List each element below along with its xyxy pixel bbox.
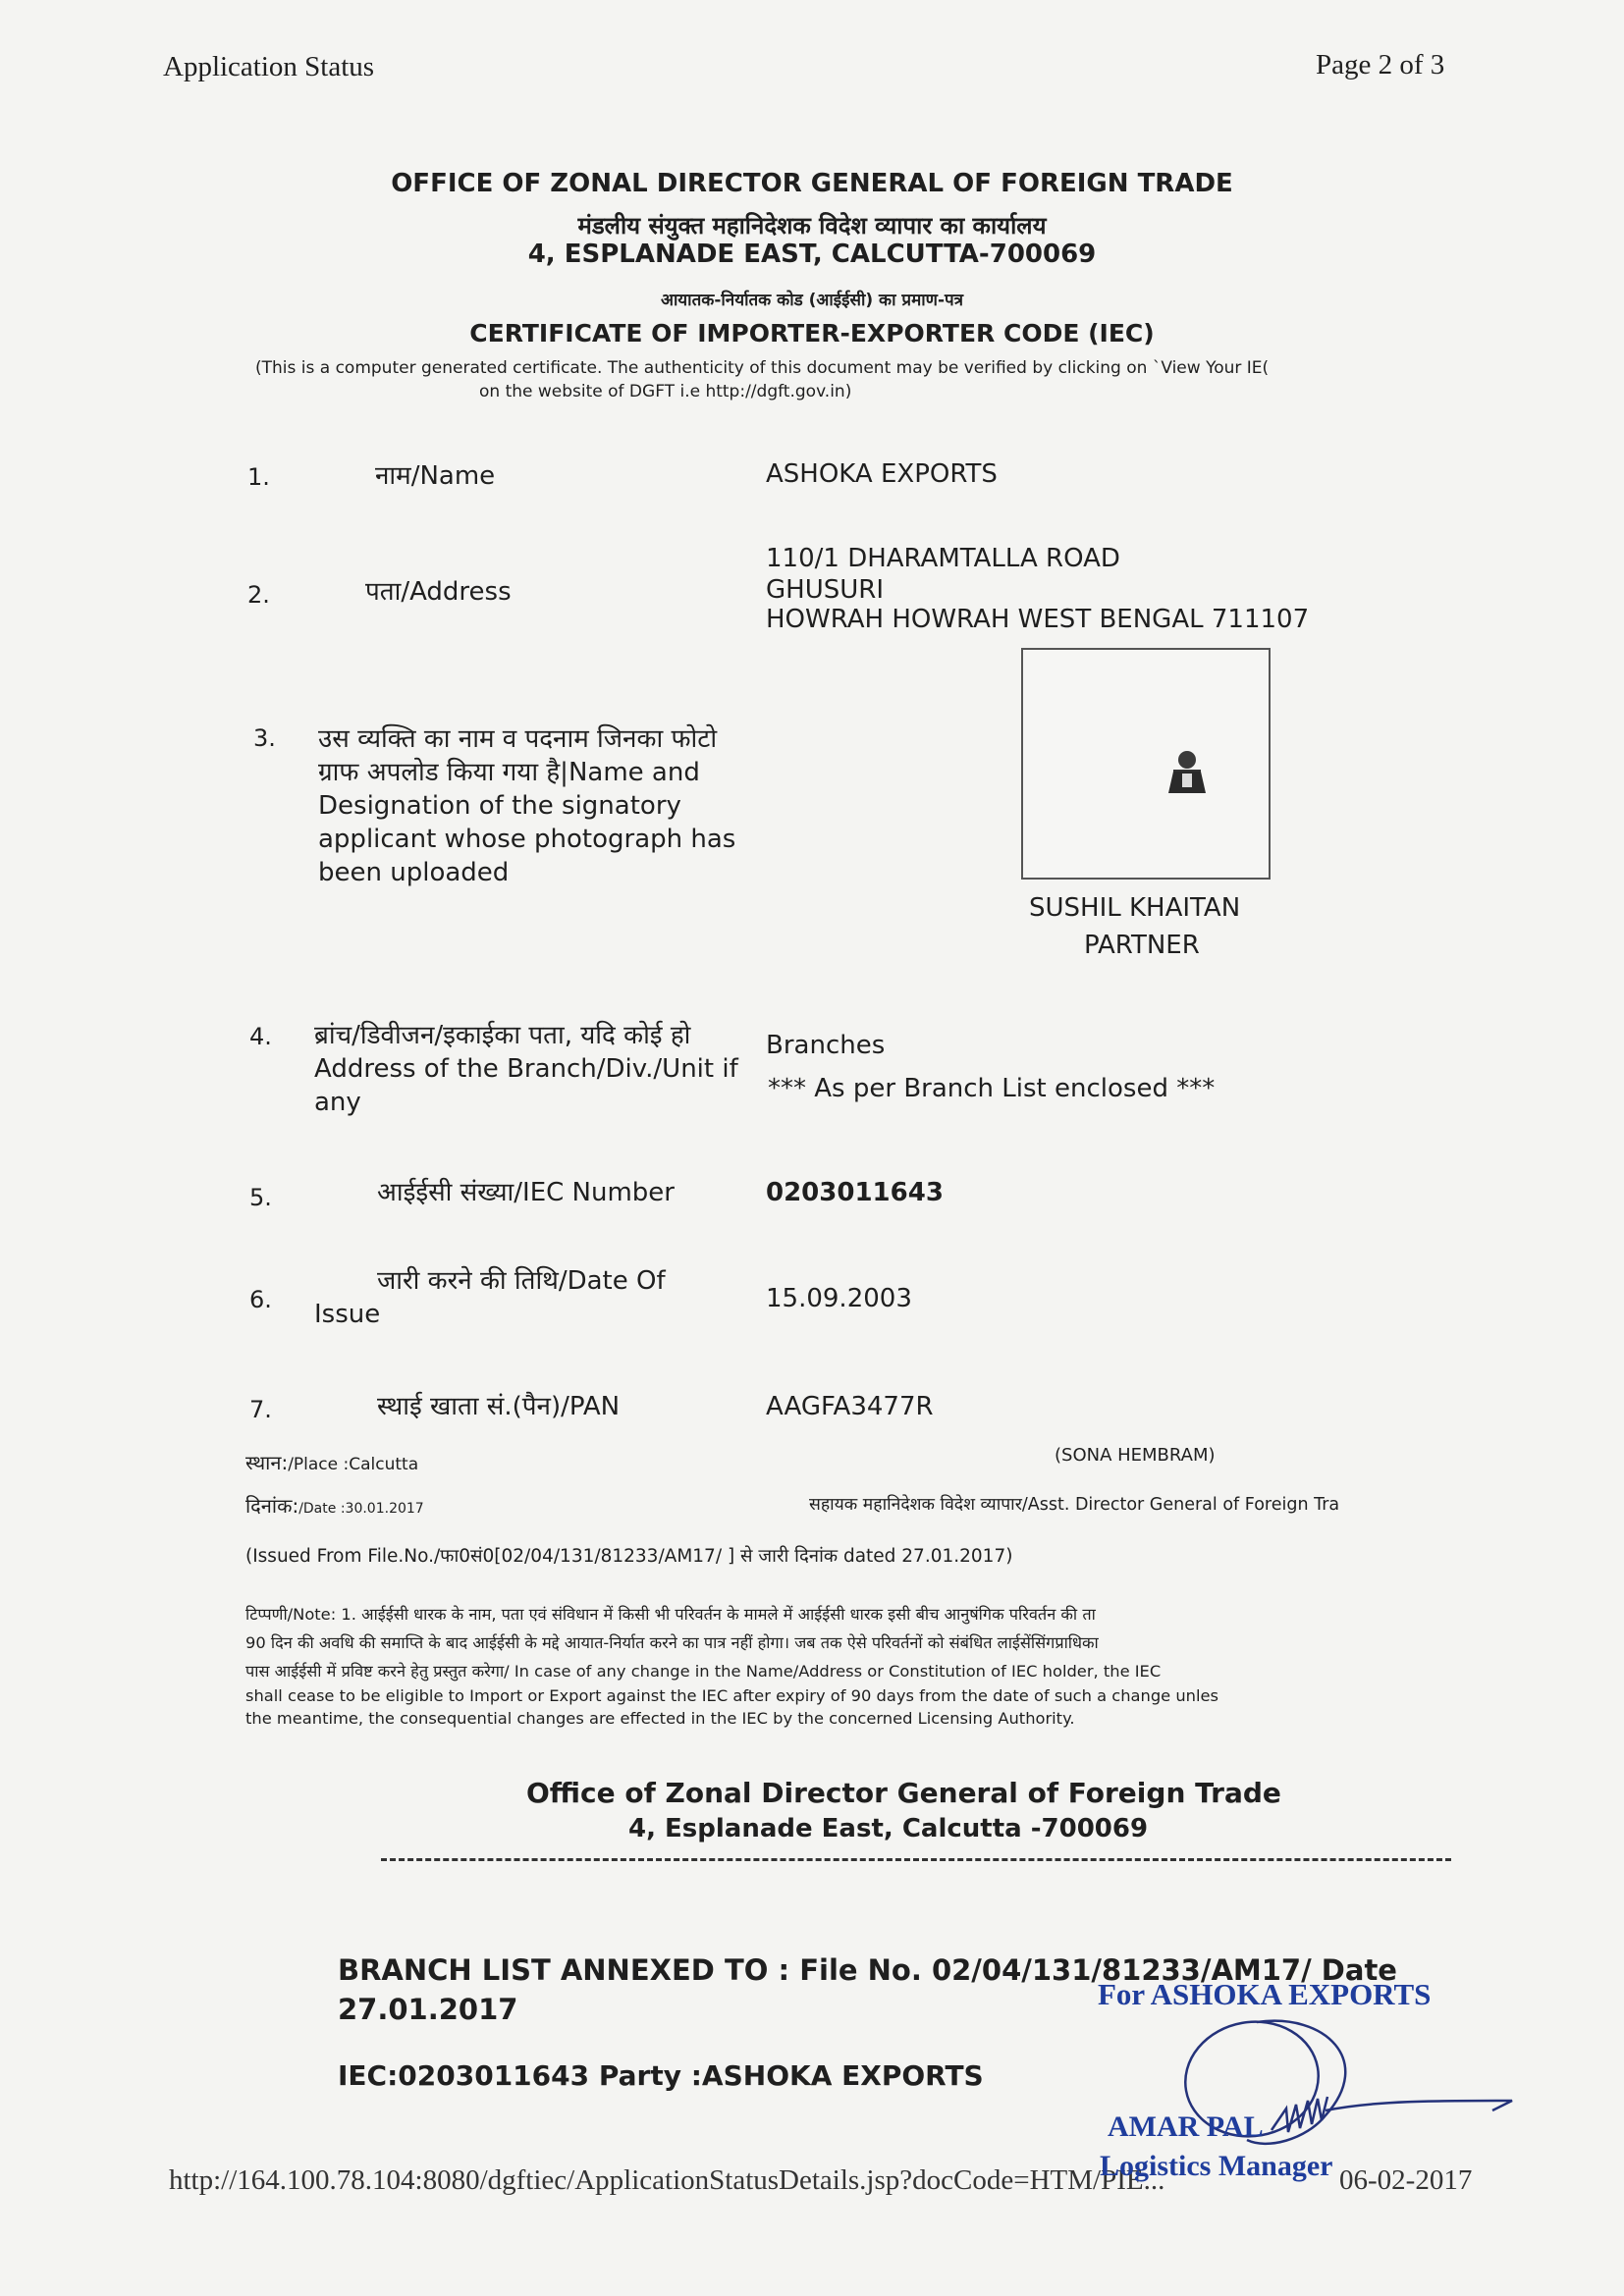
certificate-disclaimer-line1: (This is a computer generated certificate. The authenticity of this document may be verified by clicking on `View Your IE( [255,358,1270,378]
company-stamp-for: For ASHOKA EXPORTS [1098,1977,1432,2011]
note-line: टिप्पणी/Note: 1. आईईसी धारक के नाम, पता एवं संविधान में किसी भी परिवर्तन के मामले में आईईसी धारक इसी बीच आनुषंगिक परिवर्तन की ता [245,1605,1096,1624]
issued-from-line: (Issued From File.No./फा0सं0[02/04/131/81233/AM17/ ] से जारी दिनांक dated 27.01.2017) [245,1546,1013,1567]
certificate-disclaimer-line2: on the website of DGFT i.e http://dgft.gov.in) [479,382,852,401]
company-stamp-title: Logistics Manager [1100,2150,1333,2182]
print-header-title: Application Status [163,51,375,82]
certificate-title-hi: आयातक-निर्यातक कोड (आईईसी) का प्रमाण-पत्र [660,291,964,310]
note-line: पास आईईसी में प्रविष्ट करने हेतु प्रस्तुत करेगा/ In case of any change in the Name/Address or Constitution of IEC holder, the IEC [245,1662,1162,1681]
date-line: दिनांक:/Date :30.01.2017 [245,1494,424,1518]
branch-list-heading: BRANCH LIST ANNEXED TO : File No. 02/04/131/81233/AM17/ Date [338,1953,1397,1987]
branch-list-note: *** As per Branch List enclosed *** [768,1074,1216,1103]
pan-label: स्थाई खाता सं.(पैन)/PAN [377,1392,621,1421]
field-number: 6. [249,1286,272,1313]
field-number: 5. [249,1184,272,1211]
place-line: स्थान:/Place :Calcutta [245,1451,419,1474]
office-address: 4, ESPLANADE EAST, CALCUTTA-700069 [527,240,1097,269]
signatory-label: उस व्यक्ति का नाम व पदनाम जिनका फोटो ग्राफ अपलोड किया गया है|Name and Designation of the signatory applicant whose photograph has been uploaded [318,724,736,887]
field-number: 7. [249,1396,272,1423]
branches-value: Branches [766,1031,886,1060]
separator-dashes [381,1858,1451,1861]
iec-number-label: आईईसी संख्या/IEC Number [377,1178,675,1207]
note-line: 90 दिन की अवधि की समाप्ति के बाद आईईसी के मद्दे आयात-निर्यात करने का पात्र नहीं होगा। जब तक ऐसे परिवर्तनों को संबंधित लाईसेंसिंगप्राधिका [245,1633,1099,1652]
branch-list-party: IEC:0203011643 Party :ASHOKA EXPORTS [338,2059,984,2092]
field-number: 1. [247,463,270,491]
office-title-en: OFFICE OF ZONAL DIRECTOR GENERAL OF FOREIGN TRADE [391,169,1233,198]
branch-address-label: ब्रांच/डिवीजन/इकाईका पता, यदि कोई हो Address of the Branch/Div./Unit if any [314,1021,738,1117]
field-number: 3. [253,724,276,752]
print-footer-date: 06-02-2017 [1339,2164,1473,2196]
signatory-officer-name: (SONA HEMBRAM) [1055,1445,1216,1466]
field-number: 4. [249,1023,272,1050]
signatory-designation: PARTNER [1084,931,1200,960]
name-label: नाम/Name [375,461,496,491]
pan-value: AAGFA3477R [766,1392,934,1421]
note-line: the meantime, the consequential changes are effected in the IEC by the concerned Licensing Authority. [245,1709,1075,1728]
date-of-issue-value: 15.09.2003 [766,1284,912,1313]
signatory-officer-designation: सहायक महानिदेशक विदेश व्यापार/Asst. Director General of Foreign Tra [809,1495,1340,1515]
footer-office-title: Office of Zonal Director General of Foreign Trade [526,1777,1281,1809]
print-page-number: Page 2 of 3 [1316,49,1445,80]
office-title-hi: मंडलीय संयुक्त महानिदेशक विदेश व्यापार का कार्यालय [577,212,1047,240]
note-block [245,1600,1218,1733]
signatory-name: SUSHIL KHAITAN [1029,893,1241,923]
address-line-3: HOWRAH HOWRAH WEST BENGAL 711107 [766,605,1310,634]
signatory-photo [1023,650,1269,878]
name-value: ASHOKA EXPORTS [766,459,998,489]
address-label: पता/Address [365,577,512,607]
date-of-issue-label: जारी करने की तिथि/Date Of Issue [314,1266,666,1329]
iec-number-value: 0203011643 [766,1178,944,1207]
print-footer-url: http://164.100.78.104:8080/dgftiec/ApplicationStatusDetails.jsp?docCode=HTM/PIE... [169,2164,1165,2196]
note-line: shall cease to be eligible to Import or Export against the IEC after expiry of 90 days from the date of such a change unles [245,1686,1219,1705]
signatory-photo-frame [1021,648,1271,880]
company-stamp-name: AMAR PAL [1108,2110,1264,2143]
field-number: 2. [247,581,270,609]
footer-office-address: 4, Esplanade East, Calcutta -700069 [628,1814,1149,1843]
certificate-title-en: CERTIFICATE OF IMPORTER-EXPORTER CODE (IEC) [469,319,1155,347]
address-line-2: GHUSURI [766,575,884,605]
address-line-1: 110/1 DHARAMTALLA ROAD [766,544,1120,573]
branch-list-date: 27.01.2017 [338,1993,518,2026]
